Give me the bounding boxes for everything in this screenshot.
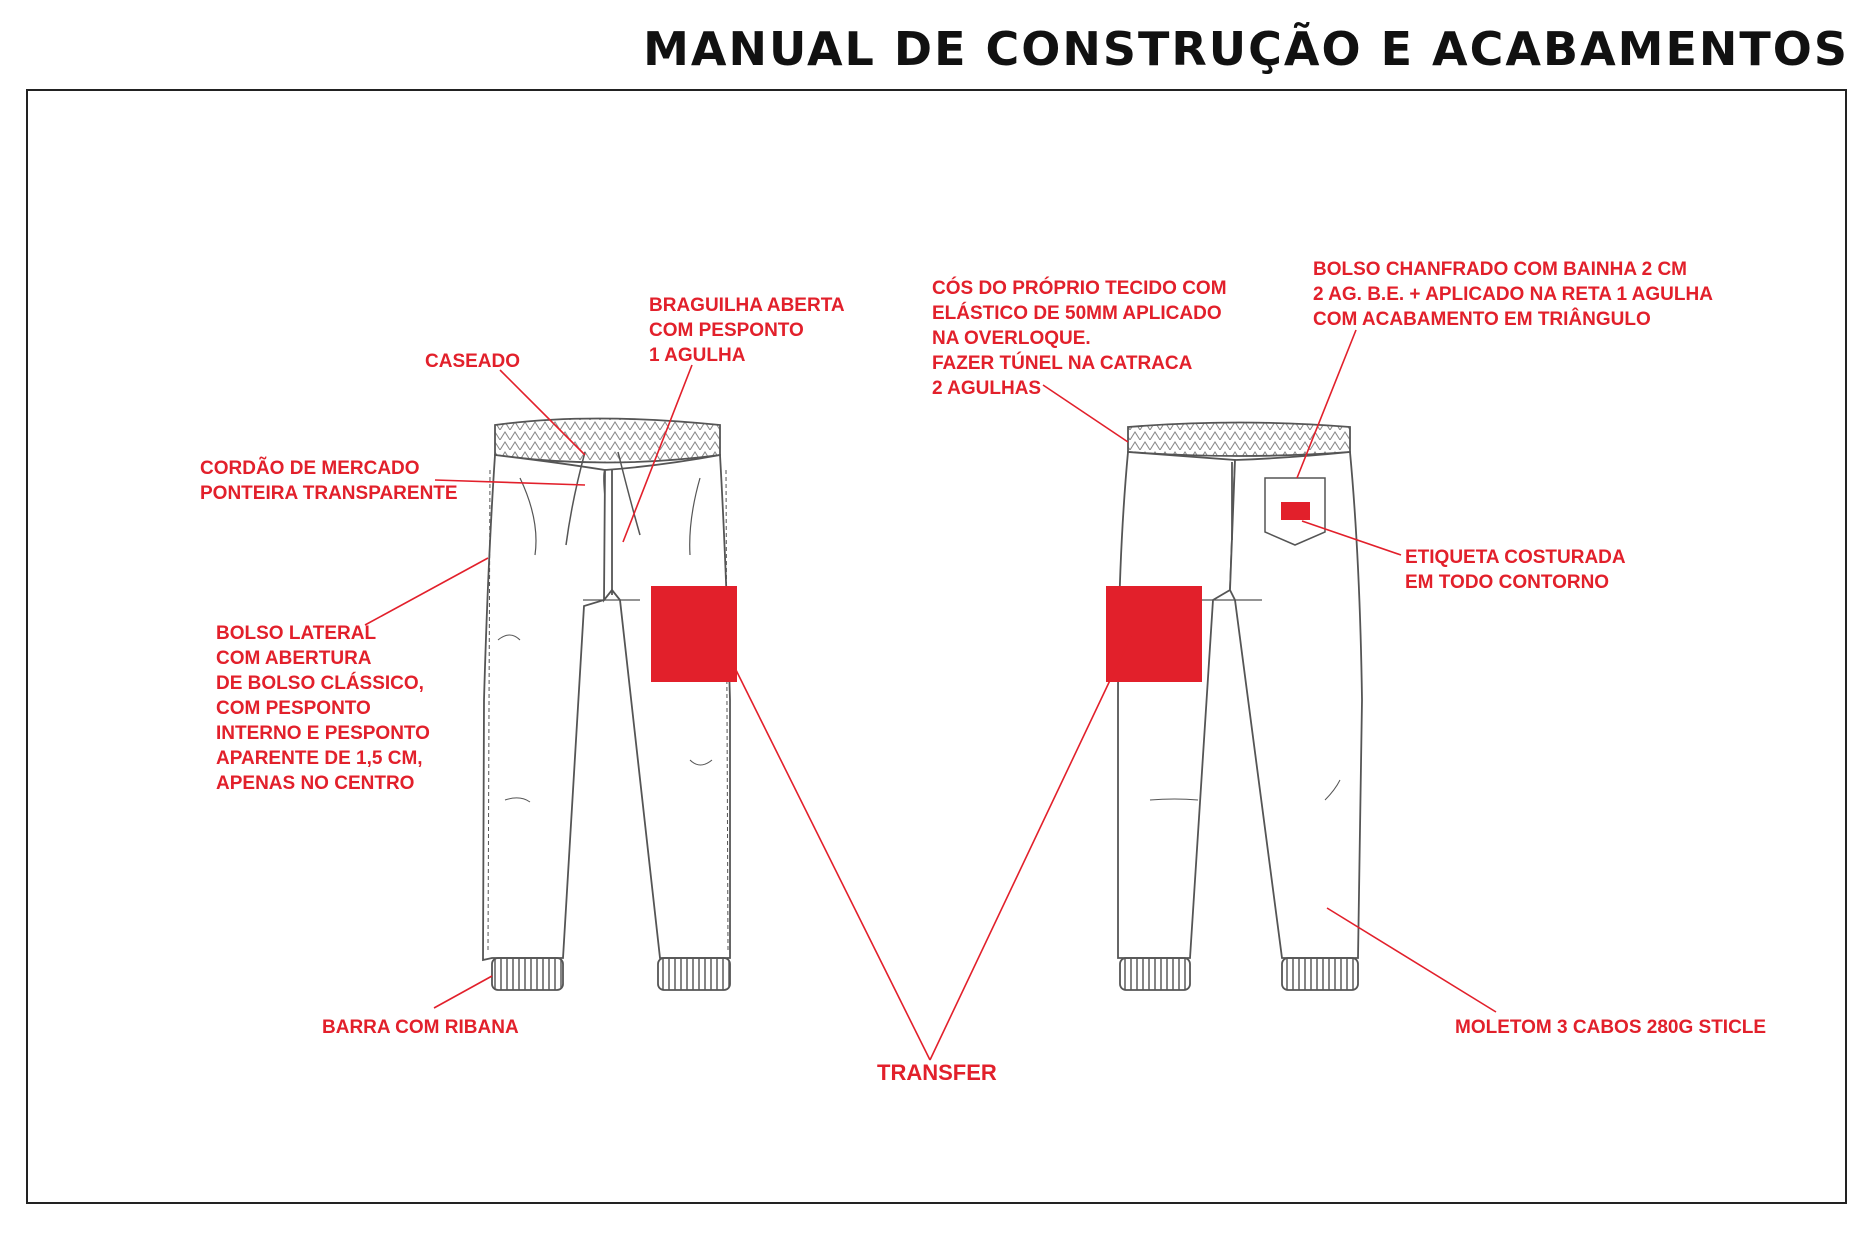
label-barra: BARRA COM RIBANA bbox=[322, 1017, 519, 1038]
back-right-cuff bbox=[1282, 958, 1358, 990]
label-caseado: CASEADO bbox=[425, 351, 521, 372]
front-right-leg bbox=[604, 455, 730, 958]
label-moletom: MOLETOM 3 CABOS 280G STICLE bbox=[1455, 1017, 1767, 1038]
label-etiqueta: ETIQUETA COSTURADA EM TODO CONTORNO bbox=[1405, 547, 1626, 593]
label-transfer: TRANSFER bbox=[877, 1060, 997, 1085]
back-pocket-label bbox=[1281, 502, 1310, 520]
front-transfer-box bbox=[651, 586, 737, 682]
back-left-leg bbox=[1118, 452, 1235, 958]
label-braguilha: BRAGUILHA ABERTA COM PESPONTO 1 AGULHA bbox=[649, 295, 845, 366]
front-left-leg bbox=[483, 455, 620, 960]
label-cos: CÓS DO PRÓPRIO TECIDO COM ELÁSTICO DE 50MM APLICADO NA OVERLOQUE. FAZER TÚNEL NA CATRACA 2 AGULHAS bbox=[932, 278, 1227, 399]
front-pants bbox=[483, 419, 730, 991]
back-transfer-box bbox=[1106, 586, 1202, 682]
label-bolso-lateral: BOLSO LATERAL COM ABERTURA DE BOLSO CLÁSSICO, COM PESPONTO INTERNO E PESPONTO APARENTE DE 1,5 CM, APENAS NO CENTRO bbox=[216, 623, 430, 794]
back-pants bbox=[1118, 423, 1362, 991]
label-bolso-chanfrado: BOLSO CHANFRADO COM BAINHA 2 CM 2 AG. B.E. + APLICADO NA RETA 1 AGULHA COM ACABAMENTO EM TRIÂNGULO bbox=[1313, 259, 1713, 330]
label-cordao: CORDÃO DE MERCADO PONTEIRA TRANSPARENTE bbox=[200, 458, 458, 504]
front-right-cuff bbox=[658, 958, 730, 990]
front-left-cuff bbox=[492, 958, 563, 990]
page-title: MANUAL DE CONSTRUÇÃO E ACABAMENTOS bbox=[643, 22, 1849, 76]
back-left-cuff bbox=[1120, 958, 1190, 990]
front-waistband bbox=[495, 419, 720, 463]
